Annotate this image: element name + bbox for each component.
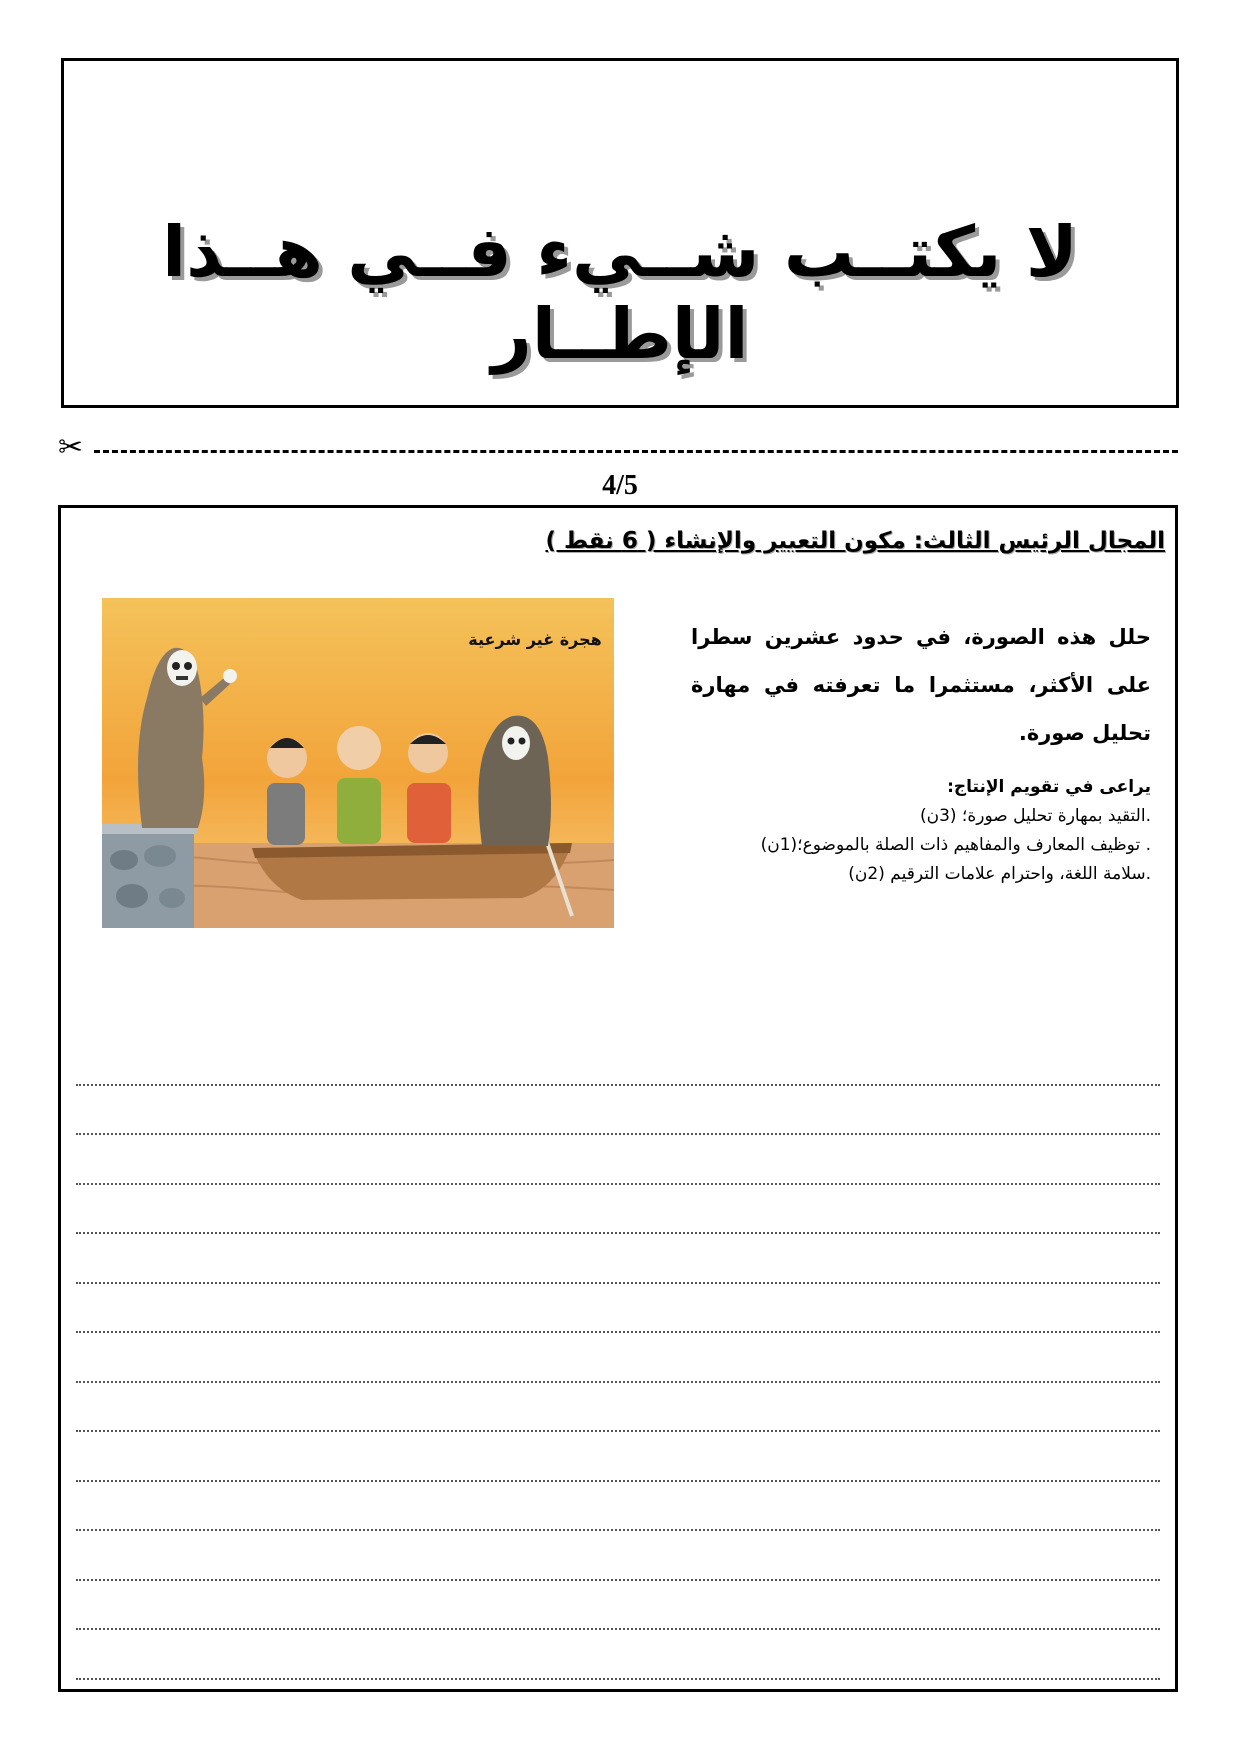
answer-line[interactable]: [76, 1630, 1160, 1680]
task-instruction: حلل هذه الصورة، في حدود عشرين سطرا على الأكثر، مستثمرا ما تعرفته في مهارة تحليل صورة.: [691, 625, 1151, 745]
writing-lines: [76, 1036, 1160, 1680]
criteria-item: . توظيف المعارف والمفاهيم ذات الصلة بالموضوع؛(1ن): [760, 835, 1151, 855]
stone-pier: [102, 824, 198, 928]
criteria-title: يراعى في تقويم الإنتاج:: [947, 777, 1151, 797]
no-writing-frame: [61, 58, 1179, 408]
answer-line[interactable]: [76, 1284, 1160, 1334]
answer-line[interactable]: [76, 1185, 1160, 1235]
no-writing-warning: لا يكتــب شــيء فــي هــذا الإطــار: [162, 211, 1078, 375]
answer-line[interactable]: [76, 1482, 1160, 1532]
answer-frame: [58, 505, 1178, 1692]
answer-line[interactable]: [76, 1234, 1160, 1284]
answer-line[interactable]: [76, 1036, 1160, 1086]
answer-line[interactable]: [76, 1383, 1160, 1433]
answer-line[interactable]: [76, 1333, 1160, 1383]
criteria-item: .سلامة اللغة، واحترام علامات الترقيم (2ن): [848, 864, 1151, 884]
dashed-divider: [94, 450, 1178, 453]
section-title: المجال الرئيس الثالث: مكون التعبير والإنشاء ( 6 نقط ): [545, 528, 1165, 554]
cartoon-caption: هجرة غير شرعية: [468, 630, 602, 649]
answer-line[interactable]: [76, 1531, 1160, 1581]
page-number: 4/5: [602, 470, 638, 501]
evaluation-criteria: [731, 773, 1151, 889]
answer-line[interactable]: [76, 1135, 1160, 1185]
cut-line: [58, 430, 1178, 465]
answer-line[interactable]: [76, 1086, 1160, 1136]
answer-line[interactable]: [76, 1581, 1160, 1631]
cartoon-image: [102, 598, 614, 928]
criteria-item: .التقيد بمهارة تحليل صورة؛ (3ن): [919, 806, 1151, 826]
answer-line[interactable]: [76, 1432, 1160, 1482]
scissors-icon: ✂: [58, 430, 84, 465]
migrant-figure-icon: [267, 726, 451, 845]
